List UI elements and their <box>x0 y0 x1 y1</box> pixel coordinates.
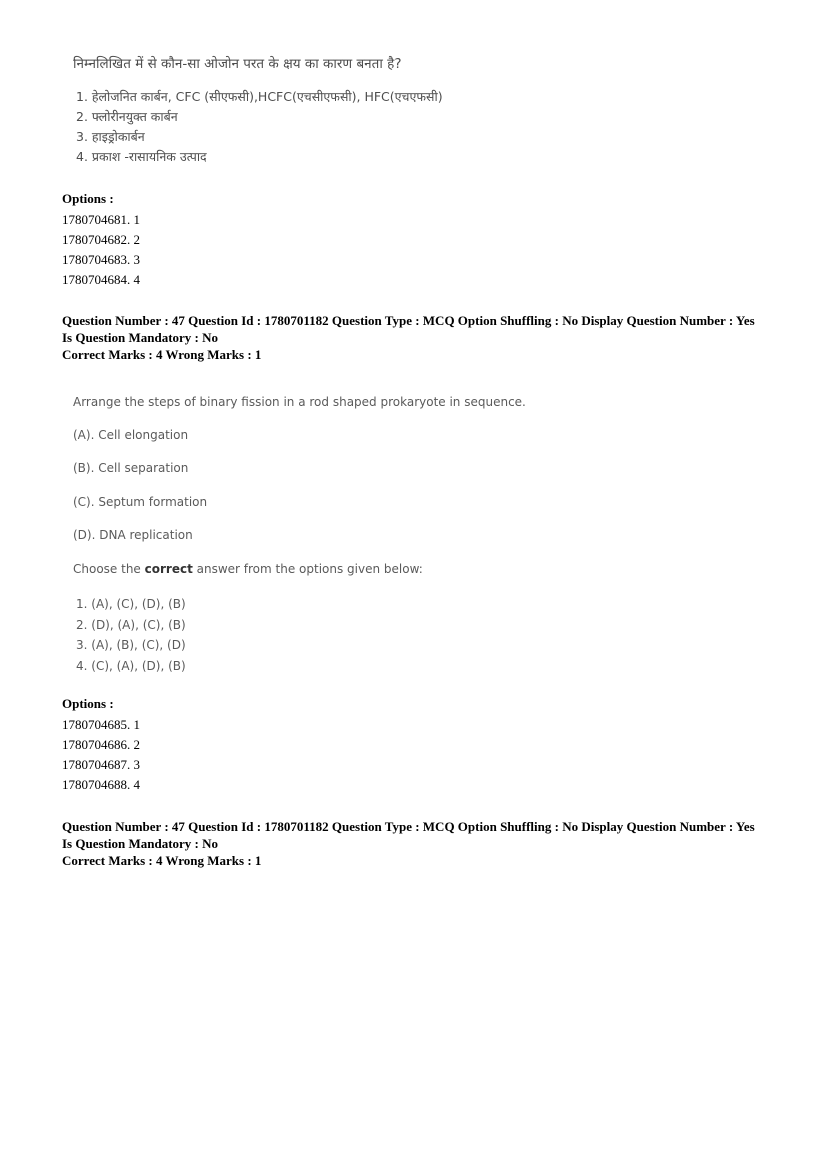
choice-item: 3. हाइड्रोकार्बन <box>76 129 145 144</box>
options-list <box>62 715 140 795</box>
question-meta-line: Is Question Mandatory : No <box>62 330 219 345</box>
instruction-text: Choose the correct answer from the options given below: <box>73 562 423 576</box>
option-item: 1780704687. 3 <box>62 757 140 772</box>
choice-item: 2. फ्लोरीनयुक्त कार्बन <box>76 109 178 124</box>
question-47-choices <box>76 594 186 676</box>
question-47-text: Arrange the steps of binary fission in a rod shaped prokaryote in sequence. <box>73 395 526 409</box>
question-meta-line: Is Question Mandatory : No <box>62 836 219 851</box>
step-item: (B). Cell separation <box>73 461 189 475</box>
choice-item: 4. प्रकाश -रासायनिक उत्पाद <box>76 149 207 164</box>
step-item: (D). DNA replication <box>73 528 193 542</box>
option-item: 1780704688. 4 <box>62 777 140 792</box>
options-list <box>62 210 140 290</box>
choice-item: 3. (A), (B), (C), (D) <box>76 638 186 652</box>
option-item: 1780704686. 2 <box>62 737 140 752</box>
question-46-choices <box>76 87 443 167</box>
question-meta <box>62 818 755 869</box>
options-label: Options : <box>62 696 114 711</box>
question-meta-line: Correct Marks : 4 Wrong Marks : 1 <box>62 347 262 362</box>
question-meta <box>62 312 755 363</box>
question-meta-line: Correct Marks : 4 Wrong Marks : 1 <box>62 853 262 868</box>
question-meta-line: Question Number : 47 Question Id : 1780701182 Question Type : MCQ Option Shuffling : No Display Question Number : Yes <box>62 313 755 328</box>
step-item: (C). Septum formation <box>73 495 208 509</box>
option-item: 1780704681. 1 <box>62 212 140 227</box>
question-46-text: निम्नलिखित में से कौन-सा ओजोन परत के क्षय का कारण बनता है? <box>73 56 402 72</box>
options-label: Options : <box>62 191 114 206</box>
question-meta-line: Question Number : 47 Question Id : 1780701182 Question Type : MCQ Option Shuffling : No Display Question Number : Yes <box>62 819 755 834</box>
option-item: 1780704682. 2 <box>62 232 140 247</box>
choice-item: 2. (D), (A), (C), (B) <box>76 617 186 632</box>
step-item: (A). Cell elongation <box>73 428 189 442</box>
option-item: 1780704683. 3 <box>62 252 140 267</box>
choice-item: 1. हेलोजनित कार्बन, CFC (सीएफसी),HCFC(एचसीएफसी), HFC(एचएफसी) <box>76 89 443 104</box>
option-item: 1780704685. 1 <box>62 717 140 732</box>
choice-item: 4. (C), (A), (D), (B) <box>76 658 186 673</box>
option-item: 1780704684. 4 <box>62 272 140 287</box>
choice-item: 1. (A), (C), (D), (B) <box>76 597 186 611</box>
